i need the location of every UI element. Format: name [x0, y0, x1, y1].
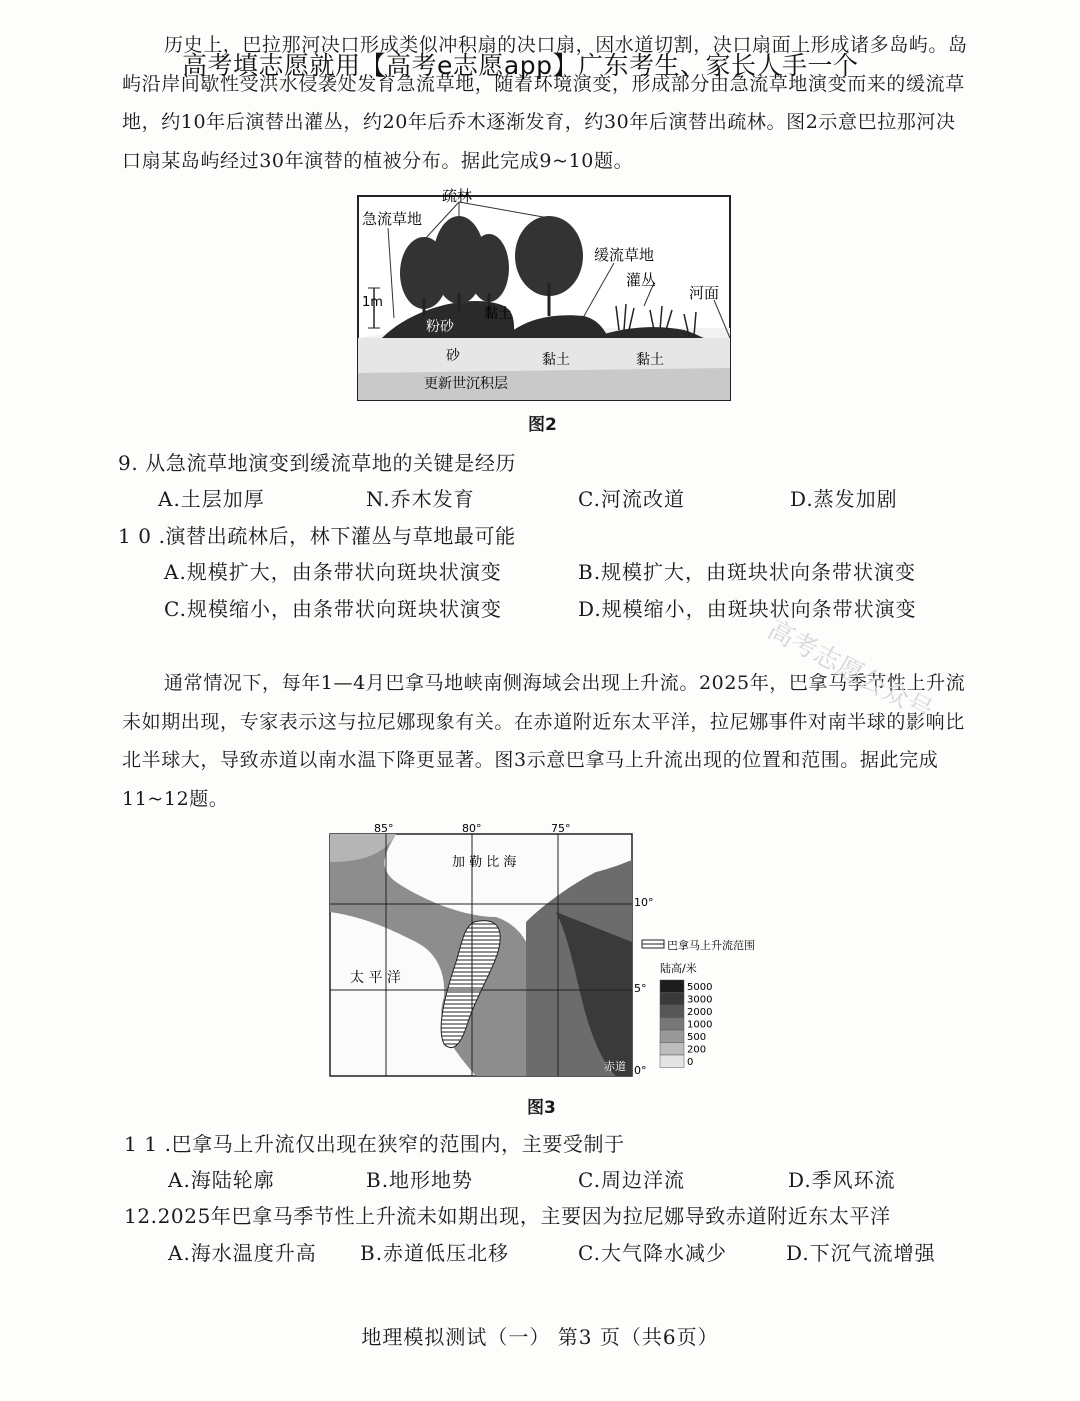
question-10-stem: 1 0 .演替出疏林后，林下灌丛与草地最可能	[118, 524, 516, 548]
label-hemian: 河面	[689, 284, 720, 302]
legend-value: 500	[687, 1032, 707, 1043]
question-10-option-b[interactable]: B.规模扩大，由斑块状向条带状演变	[578, 560, 917, 584]
question-10-option-c[interactable]: C.规模缩小，由条带状向斑块状演变	[164, 597, 502, 621]
label-equator: 赤道	[604, 1060, 626, 1073]
label-guancong: 灌丛	[626, 271, 657, 289]
question-11-option-b[interactable]: B.地形地势	[366, 1168, 474, 1192]
legend-swatch	[660, 1055, 684, 1068]
label-shulin: 疏林	[442, 188, 473, 205]
lon-85: 85°	[374, 822, 394, 835]
label-layer: 更新世沉积层	[424, 376, 508, 392]
label-pacific-ocean: 太 平 洋	[350, 970, 401, 986]
passage-1: 历史上，巴拉那河决口形成类似冲积扇的决口扇，因水道切割，决口扇面上形成诸多岛屿。岛屿沿岸间歇性受洪水侵袭处发育急流草地，随着环境演变，形成部分由急流草地演变而来的缓流草地，约10年后演替出灌丛，约20年后乔木逐渐发育，约30年后演替出疏林。图2示意巴拉那河决口扇某岛屿经过30年演替的植被分布。据此完成9~10题。	[122, 34, 968, 172]
question-9-option-b[interactable]: N.乔木发育	[366, 487, 475, 511]
legend-elevation-title: 陆高/米	[660, 962, 697, 975]
question-11-option-a[interactable]: A.海陆轮廓	[168, 1168, 275, 1192]
question-11-option-d[interactable]: D.季风环流	[788, 1168, 896, 1192]
label-sha: 砂	[446, 348, 460, 364]
legend-swatch	[660, 1005, 684, 1018]
figure-3-panama-map	[326, 822, 786, 1084]
question-11-stem: 1 1 .巴拿马上升流仅出现在狭窄的范围内，主要受制于	[124, 1132, 625, 1156]
legend-value: 0	[687, 1057, 694, 1068]
question-12-option-d[interactable]: D.下沉气流增强	[786, 1241, 936, 1265]
question-12-option-b[interactable]: B.赤道低压北移	[360, 1241, 510, 1265]
label-fensha: 粉砂	[426, 319, 454, 335]
legend-value: 200	[687, 1044, 707, 1056]
question-9-stem: 9. 从急流草地演变到缓流草地的关键是经历	[118, 451, 517, 475]
legend-value: 3000	[687, 994, 713, 1006]
question-10-option-d[interactable]: D.规模缩小，由斑块状向条带状演变	[578, 597, 917, 621]
label-scale: 1m	[362, 295, 383, 310]
lat-5: 5°	[634, 982, 647, 995]
legend-swatch	[660, 980, 684, 993]
label-jiliu: 急流草地	[362, 210, 423, 228]
question-12-option-a[interactable]: A.海水温度升高	[168, 1241, 317, 1265]
question-11-option-c[interactable]: C.周边洋流	[578, 1168, 685, 1192]
watermark: 高考志愿公众号	[762, 614, 938, 727]
legend-value: 2000	[687, 1007, 713, 1018]
lat-0: 0°	[634, 1064, 647, 1077]
question-9-option-a[interactable]: A.土层加厚	[158, 487, 265, 511]
page-footer: 地理模拟测试（一） 第3 页（共6页）	[361, 1325, 719, 1349]
label-niantu-1: 黏土	[484, 306, 512, 322]
legend-elevation-scale	[660, 980, 712, 1068]
figure-3-caption: 图3	[527, 1098, 556, 1118]
legend-swatch	[660, 1043, 684, 1056]
lat-10: 10°	[634, 896, 654, 909]
label-huanliu: 缓流草地	[594, 246, 655, 264]
legend-swatch	[660, 1018, 684, 1031]
legend-upwelling-label: 巴拿马上升流范围	[667, 939, 755, 952]
passage-2: 通常情况下，每年1—4月巴拿马地峡南侧海域会出现上升流。2025年，巴拿马季节性上升流未如期出现，专家表示这与拉尼娜现象有关。在赤道附近东太平洋，拉尼娜事件对南半球的影响比北半球大，导致赤道以南水温下降更显著。图3示意巴拿马上升流出现的位置和范围。据此完成11~12题。	[122, 672, 966, 810]
question-9-option-c[interactable]: C.河流改道	[578, 487, 685, 511]
legend-value: 1000	[687, 1019, 713, 1031]
question-12-stem: 12.2025年巴拿马季节性上升流未如期出现，主要因为拉尼娜导致赤道附近东太平洋	[124, 1204, 891, 1228]
question-12-option-c[interactable]: C.大气降水减少	[578, 1241, 727, 1265]
figure-2-vegetation-diagram	[354, 188, 734, 406]
label-niantu-2: 黏土	[542, 352, 570, 368]
legend-swatch	[660, 993, 684, 1006]
question-10-option-a[interactable]: A.规模扩大，由条带状向斑块状演变	[164, 560, 502, 584]
legend-value: 5000	[687, 982, 713, 993]
legend-swatch	[660, 1030, 684, 1043]
lon-80: 80°	[462, 822, 482, 835]
figure-2-caption: 图2	[528, 415, 557, 435]
label-caribbean-sea: 加 勒 比 海	[452, 855, 517, 870]
label-niantu-3: 黏土	[636, 352, 664, 368]
lon-75: 75°	[551, 822, 571, 835]
ad-banner[interactable]: 高考填志愿就用【高考e志愿app】广东考生、家长人手一个	[182, 51, 859, 80]
question-9-option-d[interactable]: D.蒸发加剧	[790, 487, 898, 511]
